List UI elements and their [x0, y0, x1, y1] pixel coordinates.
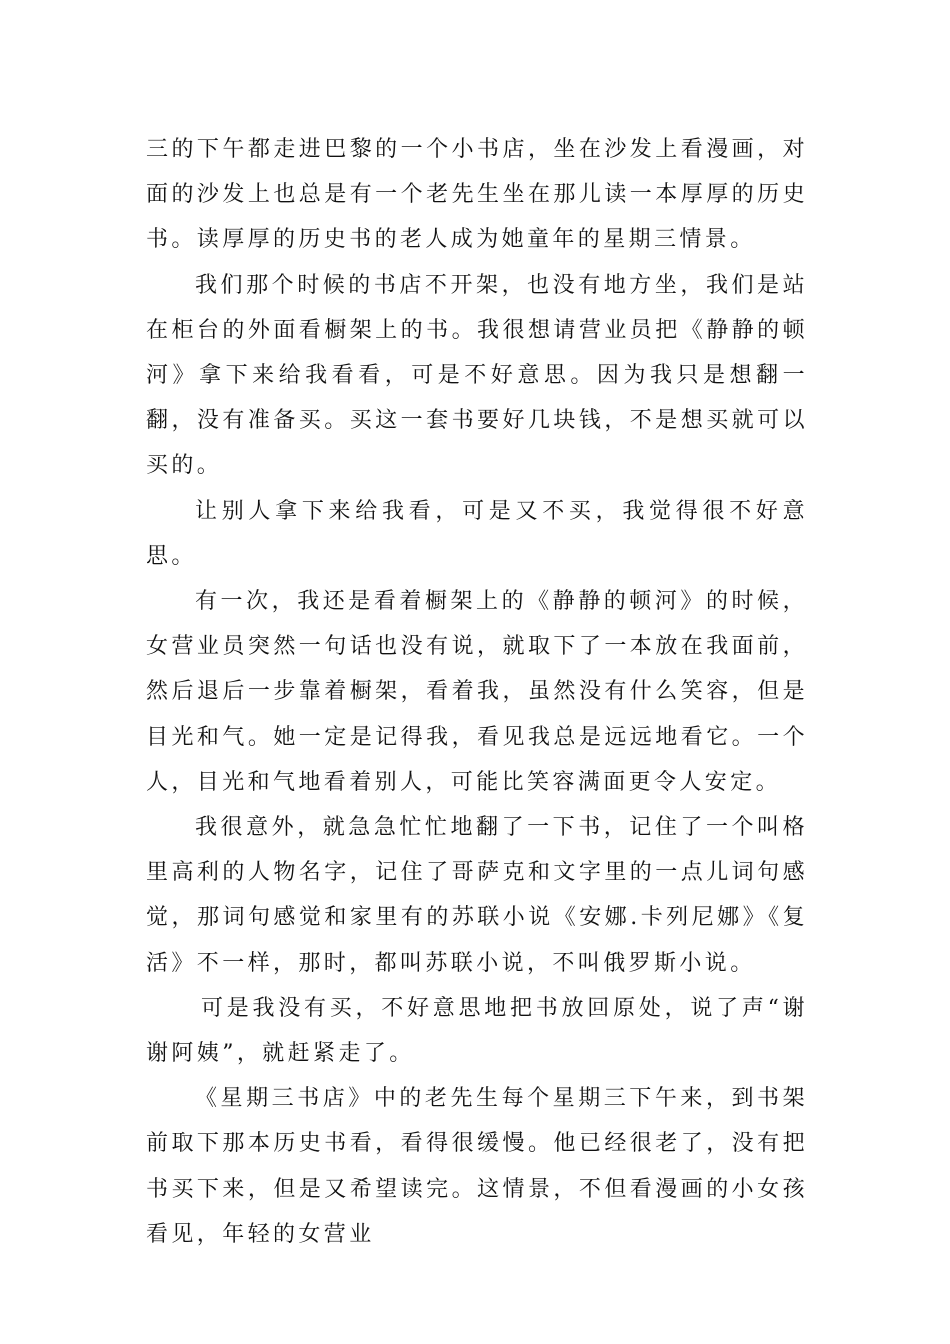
paragraph-7: 《星期三书店》中的老先生每个星期三下午来，到书架前取下那本历史书看，看得很缓慢。他已经很老了，没有把书买下来，但是又希望读完。这情景，不但看漫画的小女孩看见，年轻的女营业 [146, 1086, 808, 1247]
paragraph-6: 可是我没有买，不好意思地把书放回原处，说了声“谢谢阿姨”，就赶紧走了。 [146, 995, 808, 1067]
paragraph-2: 我们那个时候的书店不开架，也没有地方坐，我们是站在柜台的外面看橱架上的书。我很想请营业员把《静静的顿河》拿下来给我看看，可是不好意思。因为我只是想翻一翻，没有准备买。买这一套书要好几块钱，不是想买就可以买的。 [146, 272, 808, 479]
paragraph-4: 有一次，我还是看着橱架上的《静静的顿河》的时候，女营业员突然一句话也没有说，就取下了一本放在我面前，然后退后一步靠着橱架，看着我，虽然没有什么笑容，但是目光和气。她一定是记得我，看见我总是远远地看它。一个人，目光和气地看着别人，可能比笑容满面更令人安定。 [146, 589, 808, 795]
document-body [146, 127, 808, 1257]
paragraph-1: 三的下午都走进巴黎的一个小书店，坐在沙发上看漫画，对面的沙发上也总是有一个老先生坐在那儿读一本厚厚的历史书。读厚厚的历史书的老人成为她童年的星期三情景。 [146, 137, 808, 253]
paragraph-5: 我很意外，就急急忙忙地翻了一下书，记住了一个叫格里高利的人物名字，记住了哥萨克和文字里的一点儿词句感觉，那词句感觉和家里有的苏联小说《安娜.卡列尼娜》《复活》不一样，那时，都叫苏联小说，不叫俄罗斯小说。 [146, 815, 808, 976]
paragraph-3: 让别人拿下来给我看，可是又不买，我觉得很不好意思。 [146, 498, 808, 569]
